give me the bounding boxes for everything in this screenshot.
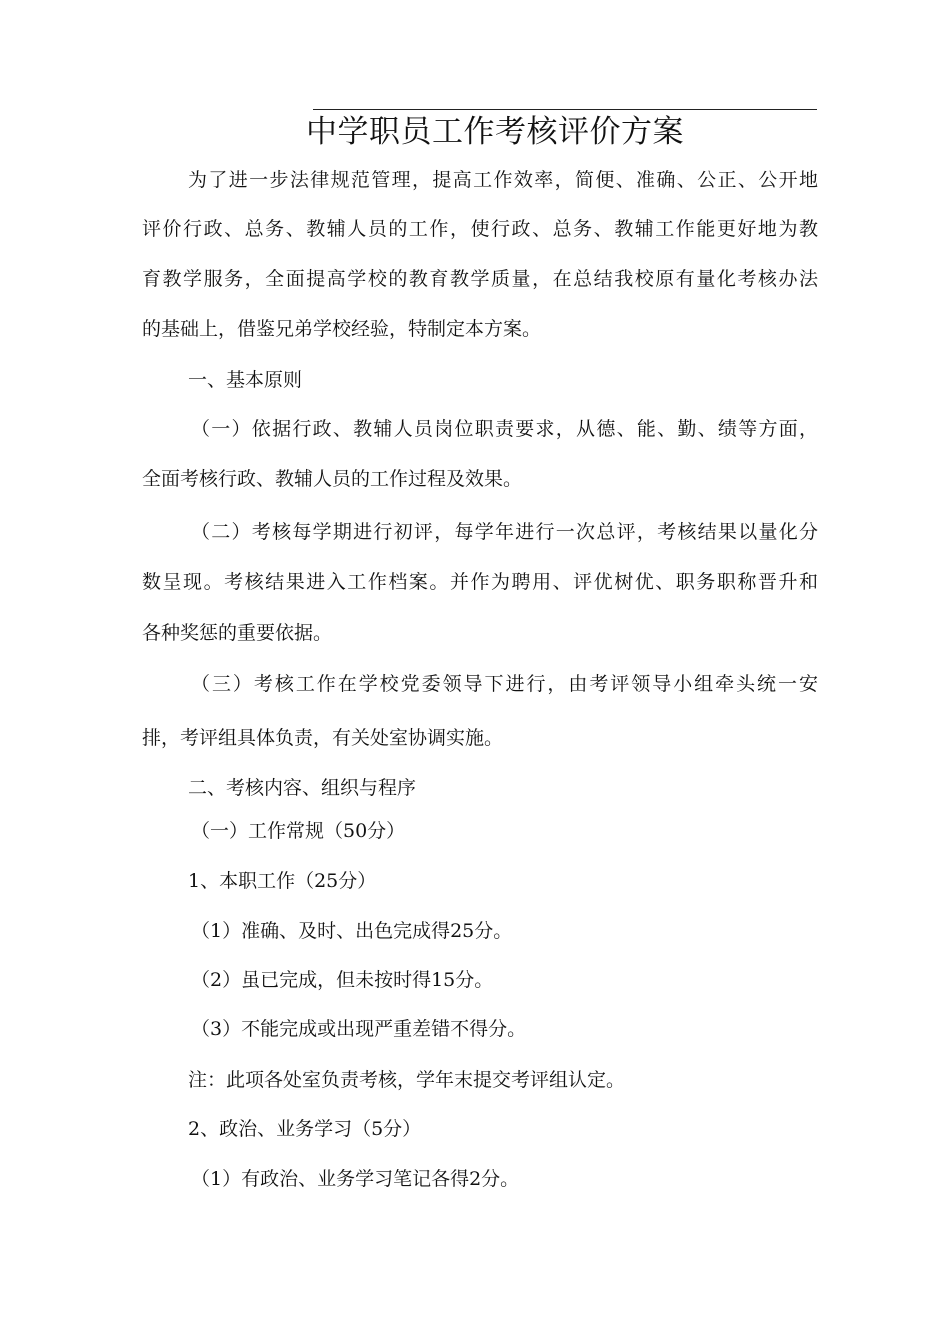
section2-item1-3: （3）不能完成或出现严重差错不得分。 [191,1018,527,1040]
section2-item1-2: （2）虽已完成，但未按时得15分。 [191,969,494,991]
section1-item1-line-1: （一）依据行政、教辅人员岗位职责要求，从德、能、勤、绩等方面， [191,418,818,440]
intro-line-4: 的基础上，借鉴兄弟学校经验，特制定本方案。 [142,318,542,340]
section1-heading: 一、基本原则 [188,369,303,391]
section1-item3-line-1: （三）考核工作在学校党委领导下进行，由考评领导小组牵头统一安 [191,673,818,695]
section2-item1-1: （1）准确、及时、出色完成得25分。 [191,920,513,942]
intro-line-2: 评价行政、总务、教辅人员的工作，使行政、总务、教辅工作能更好地为教 [142,218,818,240]
section1-item2-line-1: （二）考核每学期进行初评，每学年进行一次总评，考核结果以量化分 [191,521,818,543]
section1-item2-line-2: 数呈现。考核结果进入工作档案。并作为聘用、评优树优、职务职称晋升和 [142,571,818,593]
section1-item2-line-3: 各种奖惩的重要依据。 [142,622,333,644]
section1-item1-line-2: 全面考核行政、教辅人员的工作过程及效果。 [142,468,523,490]
section2-item1: 1、本职工作（25分） [188,870,377,892]
section2-heading: 二、考核内容、组织与程序 [188,777,417,799]
section2-sub1: （一）工作常规（50分） [191,820,406,842]
section2-item2-1: （1）有政治、业务学习笔记各得2分。 [191,1168,520,1190]
intro-line-3: 育教学服务，全面提高学校的教育教学质量，在总结我校原有量化考核办法 [142,268,818,290]
section1-item3-line-2: 排，考评组具体负责，有关处室协调实施。 [142,727,504,749]
section2-note: 注：此项各处室负责考核，学年末提交考评组认定。 [188,1069,626,1091]
intro-line-1: 为了进一步法律规范管理，提高工作效率，简便、准确、公正、公开地 [188,169,818,191]
document-title: 中学职员工作考核评价方案 [306,114,684,150]
section2-item2: 2、政治、业务学习（5分） [188,1118,422,1140]
